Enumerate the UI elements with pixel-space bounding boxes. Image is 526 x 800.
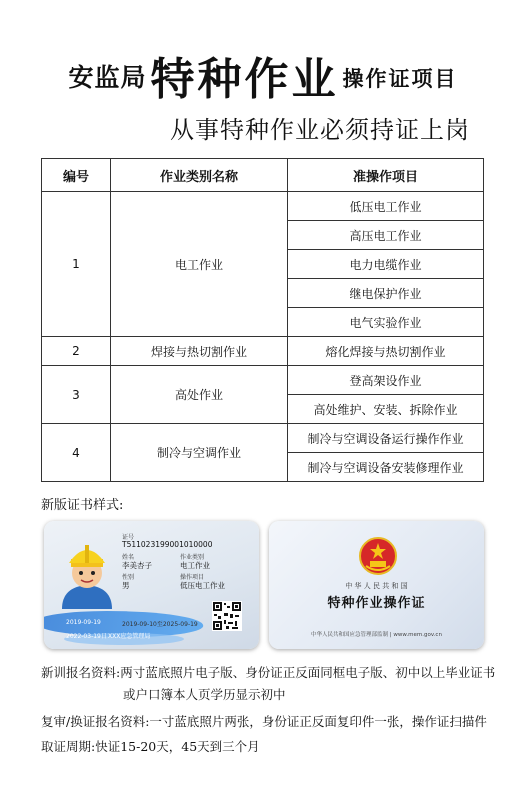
operation-item: 熔化焊接与热切割作业	[288, 337, 484, 366]
job-label: 作业类别	[180, 554, 205, 561]
operation-item: 继电保护作业	[288, 279, 484, 308]
certificate-footer: 中华人民共和国应急管理部监制 | www.mem.gov.cn	[311, 632, 442, 638]
operations-table	[41, 158, 484, 482]
operation-item: 制冷与空调设备运行操作作业	[288, 424, 484, 453]
country-name: 中 华 人 民 共 和 国	[345, 582, 408, 590]
op-label: 操作项目	[180, 574, 205, 581]
group-number: 3	[42, 366, 111, 424]
title-suffix: 操作证项目	[342, 67, 458, 91]
table-row	[42, 192, 484, 221]
table-row	[42, 366, 484, 395]
operation-item: 低压电工作业	[288, 192, 484, 221]
issuer: XXX应急管理局	[108, 633, 151, 640]
header-number: 编号	[42, 159, 111, 192]
group-category: 电工作业	[111, 192, 288, 337]
operation-item: 高压电工作业	[288, 221, 484, 250]
cert-style-label: 新版证书样式:	[41, 498, 124, 513]
operation-item: 高处维护、安装、拆除作业	[288, 395, 484, 424]
header-items: 准操作项目	[288, 159, 484, 192]
group-number: 4	[42, 424, 111, 482]
table-row	[42, 424, 484, 453]
processing-period: 取证周期:快证15-20天，45天到三个月	[41, 739, 260, 754]
first-issue-date: 2019-09-19	[66, 619, 101, 626]
validity-period: 2019-09-10至2025-09-19	[122, 621, 198, 628]
new-training-requirements-cont: 或户口簿本人页学历显示初中	[123, 687, 286, 702]
name-label: 姓名	[122, 554, 135, 561]
worker-avatar-icon	[56, 539, 118, 611]
group-category: 制冷与空调作业	[111, 424, 288, 482]
name-value: 李美杏子	[122, 561, 152, 570]
table-header-row	[42, 159, 484, 192]
job-value: 电工作业	[180, 561, 210, 570]
new-training-requirements: 新训报名资料:两寸蓝底照片电子版、身份证正反面同框电子版、初中以上毕业证书	[41, 665, 496, 680]
review-date: 2022-03-19日	[66, 633, 107, 640]
sex-value: 男	[122, 581, 130, 590]
id-value: T511023199001010000	[122, 540, 213, 549]
subtitle: 从事特种作业必须持证上岗	[170, 116, 470, 144]
id-label: 证号	[122, 534, 135, 541]
header-category: 作业类别名称	[111, 159, 288, 192]
group-number: 2	[42, 337, 111, 366]
certificate-title: 特种作业操作证	[327, 596, 426, 611]
renewal-requirements: 复审/换证报名资料:一寸蓝底照片两张，身份证正反面复印件一张，操作证扫描件	[41, 714, 487, 729]
operation-item: 制冷与空调设备安装修理作业	[288, 453, 484, 482]
group-number: 1	[42, 192, 111, 337]
group-category: 高处作业	[111, 366, 288, 424]
certificate-front	[44, 521, 259, 649]
qr-code-icon	[212, 601, 242, 631]
operation-item: 电力电缆作业	[288, 250, 484, 279]
group-category: 焊接与热切割作业	[111, 337, 288, 366]
sex-label: 性别	[122, 574, 135, 581]
title-highlight: 特种作业	[150, 54, 339, 105]
table-row	[42, 337, 484, 366]
national-emblem-icon	[358, 536, 398, 576]
title-prefix: 安监局	[68, 63, 147, 92]
main-title	[0, 42, 526, 105]
operation-item: 登高架设作业	[288, 366, 484, 395]
operation-item: 电气实验作业	[288, 308, 484, 337]
op-value: 低压电工作业	[180, 581, 225, 590]
